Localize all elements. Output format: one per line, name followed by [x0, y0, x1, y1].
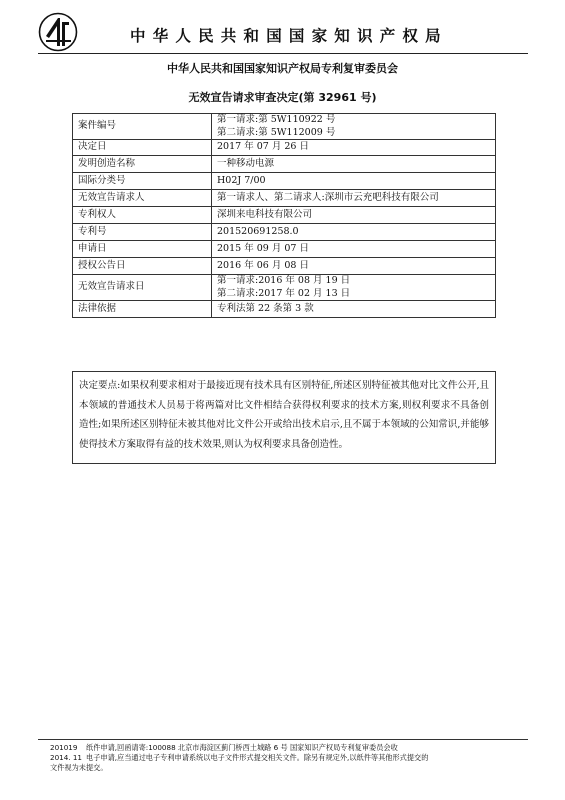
footer-code-1: 201019 [50, 743, 78, 752]
table-row [73, 156, 496, 173]
case-info-table [72, 113, 496, 318]
summary-label: 决定要点: [79, 380, 121, 391]
row-value [212, 156, 496, 173]
row-label: 法律依据 [73, 301, 212, 318]
row-label: 专利号 [73, 224, 212, 241]
row-label: 授权公告日 [73, 258, 212, 275]
table-row [73, 301, 496, 318]
row-value-line: 2016 年 06 月 08 日 [217, 259, 309, 271]
table-row [73, 258, 496, 275]
table-row [73, 224, 496, 241]
cnipa-logo-icon [38, 12, 78, 52]
row-value-line: 第一请求:2016 年 08 月 19 日 [217, 275, 351, 286]
footer-text-1: 纸件申请,回函请寄:100088 北京市海淀区蓟门桥西土城路 6 号 国家知识产权局专利复审委员会收 [86, 743, 398, 752]
row-value [212, 258, 496, 275]
row-value [212, 207, 496, 224]
row-label: 案件编号 [73, 114, 212, 140]
row-label: 无效宣告请求日 [73, 275, 212, 301]
page-header [38, 12, 528, 52]
row-value-line: 第一请求:第 5W110922 号 [217, 114, 336, 125]
row-label: 无效宣告请求人 [73, 190, 212, 207]
row-value [212, 241, 496, 258]
row-value-line: 2015 年 09 月 07 日 [217, 242, 309, 254]
header-rule [38, 53, 528, 54]
row-label: 决定日 [73, 140, 212, 156]
footer-text-2: 电子申请,应当通过电子专利申请系统以电子文件形式提交相关文件。除另有规定外,以纸件等其他形式提交的 [86, 753, 429, 762]
table-row [73, 173, 496, 190]
table-row [73, 114, 496, 140]
table-row [73, 207, 496, 224]
row-value [212, 140, 496, 156]
table-row [73, 140, 496, 156]
row-value-line: 第一请求人、第二请求人:深圳市云充吧科技有限公司 [217, 191, 439, 203]
board-name: 中华人民共和国国家知识产权局专利复审委员会 [167, 62, 398, 75]
footer-line-1 [50, 743, 528, 753]
summary-text: 如果权利要求相对于最接近现有技术具有区别特征,所述区别特征被其他对比文件公开,且本领域的普通技术人员易于将两篇对比文件相结合获得权利要求的技术方案,则权利要求不具备创造性;如果所述区别特征未被其他对比文件公开或给出技术启示,且不属于本领域的公知常识,并能够使得技术方案取得有益的技术效果,则认为权利要求具备创造性。 [79, 380, 490, 451]
document-title: 无效宣告请求审查决定(第 32961 号) [188, 91, 377, 104]
row-label: 申请日 [73, 241, 212, 258]
footer-line-3 [50, 763, 528, 773]
row-label: 发明创造名称 [73, 156, 212, 173]
row-value [212, 275, 496, 301]
row-value-line: 专利法第 22 条第 3 款 [217, 302, 314, 314]
row-value-line: 深圳来电科技有限公司 [217, 208, 313, 220]
footer-rule [38, 739, 528, 740]
row-value-line: 201520691258.0 [217, 225, 299, 237]
row-label: 专利权人 [73, 207, 212, 224]
footer-line-2 [50, 753, 528, 763]
row-value [212, 224, 496, 241]
row-value [212, 301, 496, 318]
table-row [73, 241, 496, 258]
page-footer [50, 743, 528, 773]
row-value [212, 173, 496, 190]
decision-summary [72, 371, 496, 464]
footer-code-2: 2014. 11 [50, 753, 83, 762]
office-name: 中华人民共和国国家知识产权局 [130, 27, 448, 45]
footer-text-3: 文件视为未提交。 [50, 763, 108, 772]
table-row [73, 275, 496, 301]
row-value-line: 第二请求:第 5W112009 号 [217, 126, 336, 138]
row-value-line: 一种移动电源 [217, 157, 275, 169]
row-value-line: 2017 年 07 月 26 日 [217, 141, 309, 153]
table-row [73, 190, 496, 207]
row-value-line: H02J 7/00 [217, 174, 266, 186]
row-label: 国际分类号 [73, 173, 212, 190]
row-value [212, 190, 496, 207]
row-value [212, 114, 496, 140]
row-value-line: 第二请求:2017 年 02 月 13 日 [217, 287, 351, 299]
